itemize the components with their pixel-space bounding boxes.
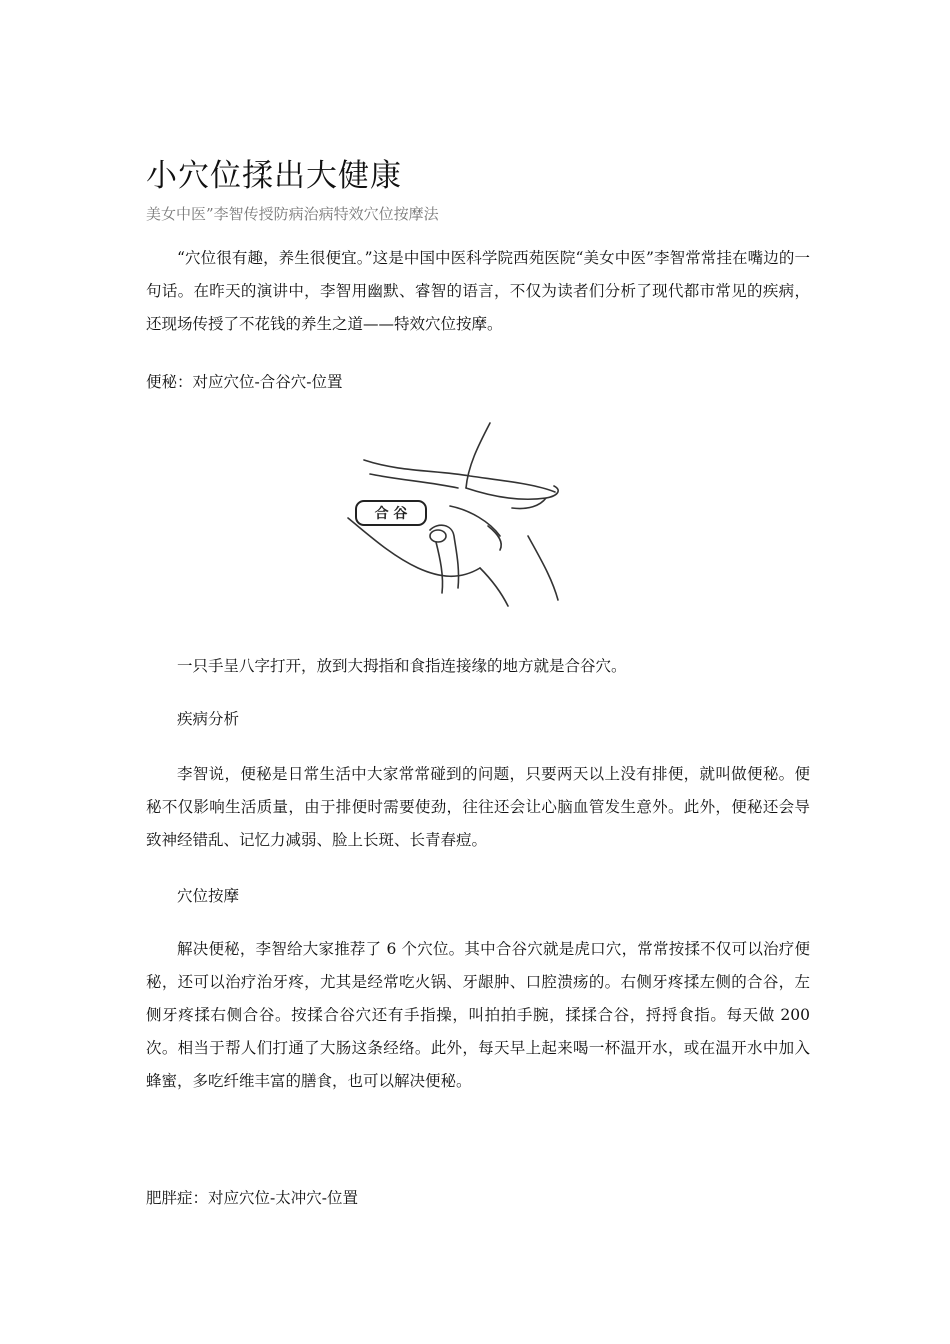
- analysis-heading: 疾病分析: [177, 710, 240, 728]
- hand-acupoint-illustration-icon: [340, 418, 570, 608]
- figure-label: 合 谷: [374, 506, 408, 522]
- hegu-hand-illustration: [340, 418, 570, 608]
- section-heading-obesity: 肥胖症：对应穴位-太冲穴-位置: [146, 1189, 358, 1207]
- analysis-paragraph: 李智说，便秘是日常生活中大家常常碰到的问题，只要两天以上没有排便，就叫做便秘。便秘不仅影响生活质量，由于排便时需要使劲，往往还会让心脑血管发生意外。此外，便秘还会导致神经错乱、记忆力减弱、脸上长斑、长青春痘。: [146, 765, 810, 849]
- intro-paragraph: “穴位很有趣，养生很便宜。”这是中国中医科学院西苑医院“美女中医”李智常常挂在嘴边的一句话。在昨天的演讲中，李智用幽默、睿智的语言，不仅为读者们分析了现代都市常见的疾病，还现场传授了不花钱的养生之道——特效穴位按摩。: [146, 249, 810, 333]
- section-heading-constipation: 便秘：对应穴位-合谷穴-位置: [146, 373, 343, 391]
- massage-paragraph: 解决便秘，李智给大家推荐了 6 个穴位。其中合谷穴就是虎口穴，常常按揉不仅可以治疗便秘，还可以治疗治牙疼，尤其是经常吃火锅、牙龈肿、口腔溃疡的。右侧牙疼揉左侧的合谷，左侧牙疼揉右侧合谷。按揉合谷穴还有手指操，叫拍拍手腕，揉揉合谷，捋捋食指。每天做 200 次。相当于帮人们打通了大肠这条经络。此外，每天早上起来喝一杯温开水，或在温开水中加入蜂蜜，多吃纤维丰富的膳食，也可以解决便秘。: [146, 940, 810, 1090]
- article-title: 小穴位揉出大健康: [146, 158, 402, 194]
- article-subtitle: 美女中医”李智传授防病治病特效穴位按摩法: [146, 205, 439, 223]
- figure-caption: 一只手呈八字打开，放到大拇指和食指连接缘的地方就是合谷穴。: [177, 657, 627, 675]
- massage-heading: 穴位按摩: [177, 887, 240, 905]
